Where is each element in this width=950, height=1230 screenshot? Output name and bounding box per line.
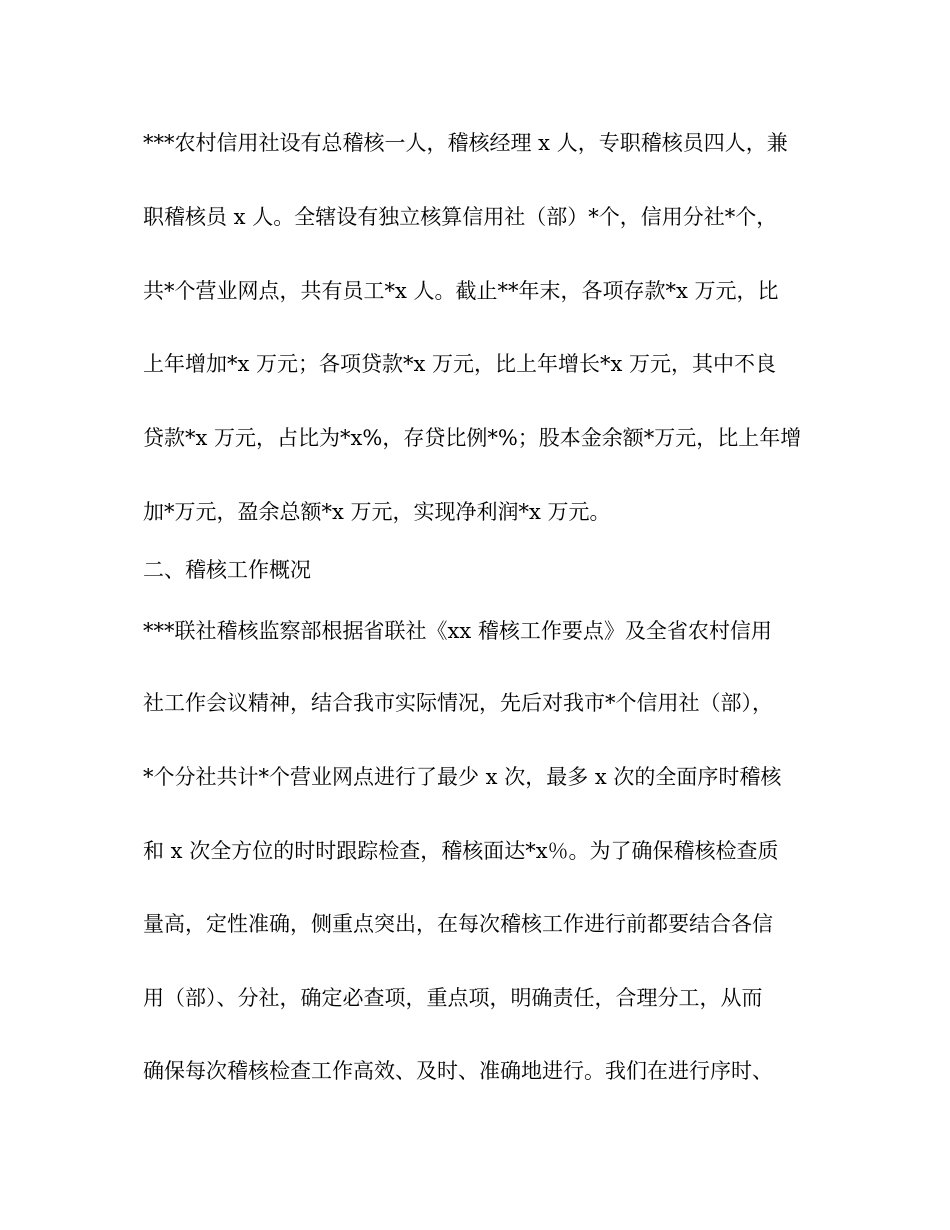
paragraph-1-line-4: 上年增加*x 万元；各项贷款*x 万元，比上年增长*x 万元，其中不良 [143, 352, 777, 376]
paragraph-1-line-1: ***农村信用社设有总稽核一人，稽核经理 x 人，专职稽核员四人，兼 [143, 131, 788, 155]
paragraph-2-line-1: ***联社稽核监察部根据省联社《xx 稽核工作要点》及全省农村信用 [143, 619, 772, 643]
paragraph-1-line-2: 职稽核员 x 人。全辖设有独立核算信用社（部）*个，信用分社*个， [143, 205, 778, 229]
paragraph-1-line-3: 共*个营业网点，共有员工*x 人。截止**年末，各项存款*x 万元，比 [143, 279, 779, 303]
paragraph-2-line-3: *个分社共计*个营业网点进行了最少 x 次，最多 x 次的全面序时稽核 [143, 765, 782, 789]
paragraph-2-line-5: 量高，定性准确，侧重点突出，在每次稽核工作进行前都要结合各信 [143, 912, 773, 936]
paragraph-2-line-2: 社工作会议精神，结合我市实际情况，先后对我市*个信用社（部）， [143, 691, 773, 715]
paragraph-1-line-5: 贷款*x 万元，占比为*x%，存贷比例*%；股本金余额*万元，比上年增 [143, 426, 802, 450]
section-heading: 二、稽核工作概况 [143, 558, 311, 582]
paragraph-2-line-6: 用（部）、分社，确定必查项，重点项，明确责任，合理分工，从而 [143, 986, 763, 1010]
paragraph-2-line-4: 和 x 次全方位的时时跟踪检查，稽核面达*x％。为了确保稽核检查质 [143, 839, 779, 863]
paragraph-1-line-6: 加*万元，盈余总额*x 万元，实现净利润*x 万元。 [143, 500, 611, 524]
paragraph-2-line-7: 确保每次稽核检查工作高效、及时、准确地进行。我们在进行序时、 [143, 1059, 773, 1083]
